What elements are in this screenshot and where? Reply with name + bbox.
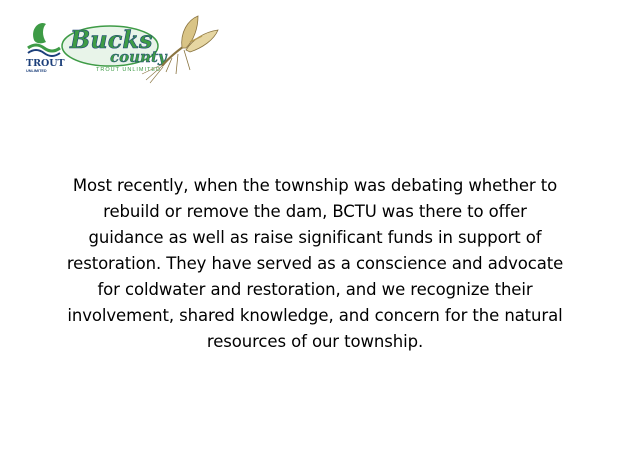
trout-emblem-icon xyxy=(26,23,65,73)
text-line: restoration. They have served as a conscience and advocate xyxy=(66,254,564,273)
emblem-text: TROUT xyxy=(26,58,65,69)
logo-word-county: county xyxy=(110,48,167,66)
emblem-subtext: UNLIMITED xyxy=(26,69,47,73)
logo-tagline: TROUT UNLIMITED xyxy=(96,67,162,73)
text-line: involvement, shared knowledge, and concern for the natural xyxy=(67,306,563,325)
slide-body-text xyxy=(50,173,580,355)
text-line: resources of our township. xyxy=(206,332,424,351)
bucks-county-tu-logo xyxy=(22,14,232,84)
text-line: Most recently, when the township was debating whether to xyxy=(72,176,558,195)
text-line: for coldwater and restoration, and we recognize their xyxy=(97,280,533,299)
text-line: rebuild or remove the dam, BCTU was there to offer xyxy=(103,202,527,221)
text-line: guidance as well as raise significant funds in support of xyxy=(88,228,542,247)
logo-word-bucks: Bucks xyxy=(70,25,153,54)
